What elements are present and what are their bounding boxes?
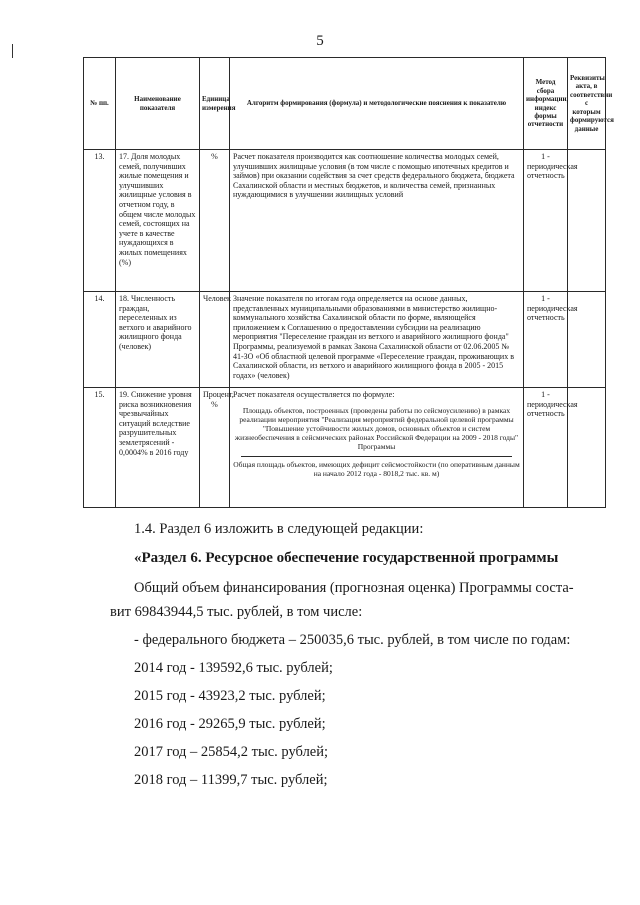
paragraph-federal-budget: - федерального бюджета – 250035,6 тыс. рублей, в том числе по годам:	[134, 632, 571, 648]
header-name: Наименование показателя	[116, 58, 200, 150]
row-algorithm: Расчет показателя производится как соотношение количества молодых семей, улучшивших жилищные условия (в том числе с помощью ипотечных кредитов и займов) при оказании содействия за счет средств федерального бюджета, бюджета Сахалинской области и местных бюджетов, и количества семей, признанных нуждающимися в улучшении жилищных условий	[230, 150, 524, 292]
row-unit: %	[200, 150, 230, 292]
section-heading: «Раздел 6. Ресурсное обеспечение государственной программы	[134, 550, 559, 566]
table-row	[84, 292, 606, 388]
table-row	[84, 150, 606, 292]
row-method: 1 - периодическая отчетность	[524, 150, 568, 292]
table-header-row	[84, 58, 606, 150]
year-line-2015: 2015 год - 43923,2 тыс. рублей;	[134, 688, 326, 704]
row-num: 14.	[84, 292, 116, 388]
fraction-line	[241, 456, 512, 457]
row-unit: Процент, %	[200, 388, 230, 508]
year-line-2018: 2018 год – 11399,7 тыс. рублей;	[134, 772, 328, 788]
row-name: 17. Доля молодых семей, получивших жилые помещения и улучшивших жилищные условия в отчетном году, в общем числе молодых семей, состоящих на учете в качестве нуждающихся в жилых помещениях (%)	[116, 150, 200, 292]
header-algorithm: Алгоритм формирования (формула) и методологические пояснения к показателю	[230, 58, 524, 150]
year-line-2016: 2016 год - 29265,9 тыс. рублей;	[134, 716, 326, 732]
formula-denominator: Общая площадь объектов, имеющих дефицит сейсмостойкости (по оперативным данным на начало 2012 года - 8018,2 тыс. кв. м)	[233, 459, 520, 478]
indicator-table	[83, 57, 614, 508]
row-num: 15.	[84, 388, 116, 508]
paragraph-total-funding-cont: вит 69843944,5 тыс. рублей, в том числе:	[110, 604, 363, 620]
header-requisites: Реквизиты акта, в соответствии с которым формируются данные	[568, 58, 606, 150]
row-algorithm	[230, 388, 524, 508]
table-row	[84, 388, 606, 508]
paragraph-section-intro: 1.4. Раздел 6 изложить в следующей редакции:	[134, 521, 424, 537]
formula-numerator: Площадь объектов, построенных (проведены работы по сейсмоусилению) в рамках реализации мероприятия "Реализация мероприятий федеральной целевой программы "Повышение устойчивости жилых домов, основных объектов и систем жизнеобеспечения в сейсмических районах Российской Федерации на 2009 - 2018 годы" Программы	[234, 405, 519, 451]
year-line-2014: 2014 год - 139592,6 тыс. рублей;	[134, 660, 333, 676]
row-num: 13.	[84, 150, 116, 292]
row-method: 1 - периодическая отчетность	[524, 292, 568, 388]
header-unit: Единица измерения	[200, 58, 230, 150]
page-number: 5	[316, 33, 324, 49]
header-method: Метод сбора информации, индекс формы отчетности	[524, 58, 568, 150]
header-num: № пп.	[84, 58, 116, 150]
row-name: 19. Снижение уровня риска возникновения чрезвычайных ситуаций вследствие разрушительных землетрясений - 0,0004% в 2016 году	[116, 388, 200, 508]
row-algorithm: Значение показателя по итогам года определяется на основе данных, представленных муниципальными образованиями в министерство жилищно-коммунального хозяйства Сахалинской области по форме, являющейся приложением к Соглашению о предоставлении субсидии на реализацию мероприятия "Переселение граждан из ветхого и аварийного жилищного фонда" Программы, реализуемой в рамках Закона Сахалинской области от 02.06.2005 № 41-ЗО «Об областной целевой программе «Переселение граждан, проживающих в Сахалинской области, из ветхого и аварийного жилищного фонда в 2005 - 2015 годах» (человек)	[230, 292, 524, 388]
formula-intro: Расчет показателя осуществляется по формуле:	[233, 390, 395, 399]
paragraph-total-funding: Общий объем финансирования (прогнозная оценка) Программы соста-	[134, 580, 574, 596]
row-unit: Человек	[200, 292, 230, 388]
row-method: 1 - периодическая отчетность	[524, 388, 568, 508]
row-name: 18. Численность граждан, переселенных из ветхого и аварийного жилищного фонда (человек)	[116, 292, 200, 388]
year-line-2017: 2017 год – 25854,2 тыс. рублей;	[134, 744, 329, 760]
